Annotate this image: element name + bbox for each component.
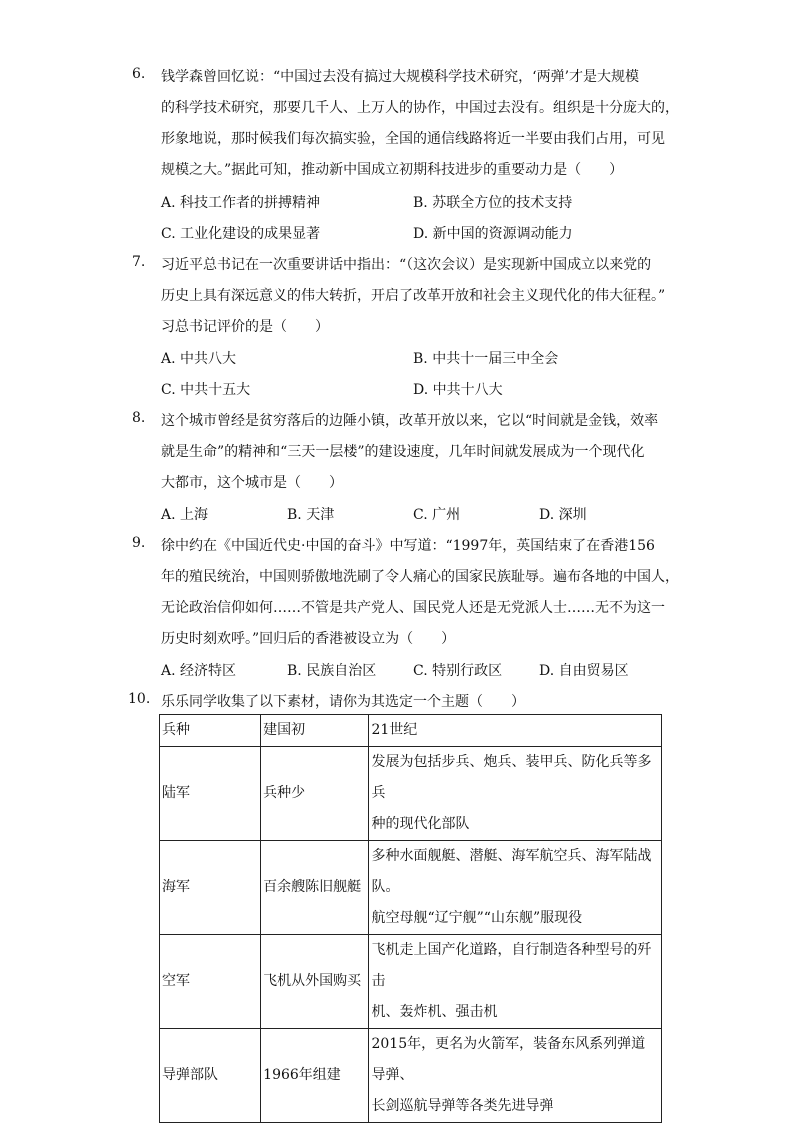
question-text-line: 习总书记评价的是（ ） xyxy=(161,319,329,335)
table-cell-now xyxy=(369,747,662,841)
table-cell-now xyxy=(369,1029,662,1123)
question-number: 9. xyxy=(132,535,146,551)
cell-line: 机、轰炸机、强击机 xyxy=(371,1004,498,1020)
option-a: A. 上海 xyxy=(161,507,209,523)
question-text-line: 年的殖民统治，中国则骄傲地洗刷了令人痛心的国家民族耻辱。遍布各地的中国人， xyxy=(161,569,679,585)
table-cell-early: 1966年组建 xyxy=(261,1029,369,1123)
table-row xyxy=(160,1029,662,1123)
option-d: D. 深圳 xyxy=(539,507,587,523)
table-row xyxy=(160,935,662,1029)
table-cell-type: 陆军 xyxy=(160,747,261,841)
option-c: C. 特别行政区 xyxy=(413,663,503,679)
cell-line: 飞机走上国产化道路，自行制造各种型号的歼击 xyxy=(371,942,652,989)
option-b: B. 民族自治区 xyxy=(287,663,377,679)
table-cell-now xyxy=(369,935,662,1029)
option-a: A. 科技工作者的拼搏精神 xyxy=(161,195,321,211)
question-text-line: 无论政治信仰如何……不管是共产党人、国民党人还是无党派人士……无不为这一 xyxy=(161,600,665,616)
cell-line: 发展为包括步兵、炮兵、装甲兵、防化兵等多兵 xyxy=(371,754,652,801)
option-c: C. 工业化建设的成果显著 xyxy=(161,226,321,242)
option-c: C. 广州 xyxy=(413,507,461,523)
question-number: 7. xyxy=(132,254,146,270)
option-a: A. 中共八大 xyxy=(161,351,237,367)
question-text-line: 徐中约在《中国近代史·中国的奋斗》中写道：“1997年，英国结束了在香港156 xyxy=(161,538,655,554)
table-cell-type: 空军 xyxy=(160,935,261,1029)
question-text-line: 钱学森曾回忆说：“中国过去没有搞过大规模科学技术研究，‘两弹’才是大规模 xyxy=(161,69,640,85)
question-number: 10. xyxy=(128,691,151,707)
table-header-cell: 21世纪 xyxy=(369,715,662,747)
question-text-line: 这个城市曾经是贫穷落后的边陲小镇，改革开放以来，它以“时间就是金钱，效率 xyxy=(161,413,659,429)
question-text-line: 大都市，这个城市是（ ） xyxy=(161,475,343,491)
table-cell-early: 百余艘陈旧舰艇 xyxy=(261,841,369,935)
option-c: C. 中共十五大 xyxy=(161,382,251,398)
question-text-line: 历史上具有深远意义的伟大转折，开启了改革开放和社会主义现代化的伟大征程。” xyxy=(161,288,666,304)
cell-line: 长剑巡航导弹等各类先进导弹 xyxy=(371,1098,554,1114)
table-cell-type: 导弹部队 xyxy=(160,1029,261,1123)
option-b: B. 天津 xyxy=(287,507,335,523)
table-header-cell: 兵种 xyxy=(160,715,261,747)
table-cell-early: 兵种少 xyxy=(261,747,369,841)
table-cell-early: 飞机从外国购买 xyxy=(261,935,369,1029)
table-row xyxy=(160,747,662,841)
table-row xyxy=(160,841,662,935)
table-header-cell: 建国初 xyxy=(261,715,369,747)
option-b: B. 中共十一届三中全会 xyxy=(413,351,559,367)
cell-line: 多种水面舰艇、潜艇、海军航空兵、海军陆战队。 xyxy=(371,848,652,895)
table-cell-now xyxy=(369,841,662,935)
option-b: B. 苏联全方位的技术支持 xyxy=(413,195,573,211)
question-text-line: 习近平总书记在一次重要讲话中指出：“（这次会议）是实现新中国成立以来党的 xyxy=(161,257,652,273)
question-text-line: 历史时刻欢呼。”回归后的香港被设立为（ ） xyxy=(161,631,456,647)
question-text-line: 形象地说，那时候我们每次搞实验，全国的通信线路将近一半要由我们占用，可见 xyxy=(161,131,665,147)
military-comparison-table xyxy=(159,714,662,1123)
option-d: D. 新中国的资源调动能力 xyxy=(413,226,573,242)
option-d: D. 自由贸易区 xyxy=(539,663,629,679)
question-text-line: 规模之大。”据此可知，推动新中国成立初期科技进步的重要动力是（ ） xyxy=(161,162,624,178)
option-a: A. 经济特区 xyxy=(161,663,237,679)
table-cell-type: 海军 xyxy=(160,841,261,935)
cell-line: 2015年，更名为火箭军，装备东风系列弹道导弹、 xyxy=(371,1036,646,1083)
cell-line: 航空母舰“辽宁舰”“山东舰”服现役 xyxy=(371,910,583,926)
table-header-row xyxy=(160,715,662,747)
option-d: D. 中共十八大 xyxy=(413,382,503,398)
question-number: 6. xyxy=(132,66,146,82)
question-number: 8. xyxy=(132,410,146,426)
question-text-line: 的科学技术研究，那要几千人、上万人的协作，中国过去没有。组织是十分庞大的， xyxy=(161,100,679,116)
question-text-line: 乐乐同学收集了以下素材，请你为其选定一个主题（ ） xyxy=(161,694,525,710)
cell-line: 种的现代化部队 xyxy=(371,816,470,832)
question-text-line: 就是生命”的精神和“三天一层楼”的建设速度，几年时间就发展成为一个现代化 xyxy=(161,444,645,460)
